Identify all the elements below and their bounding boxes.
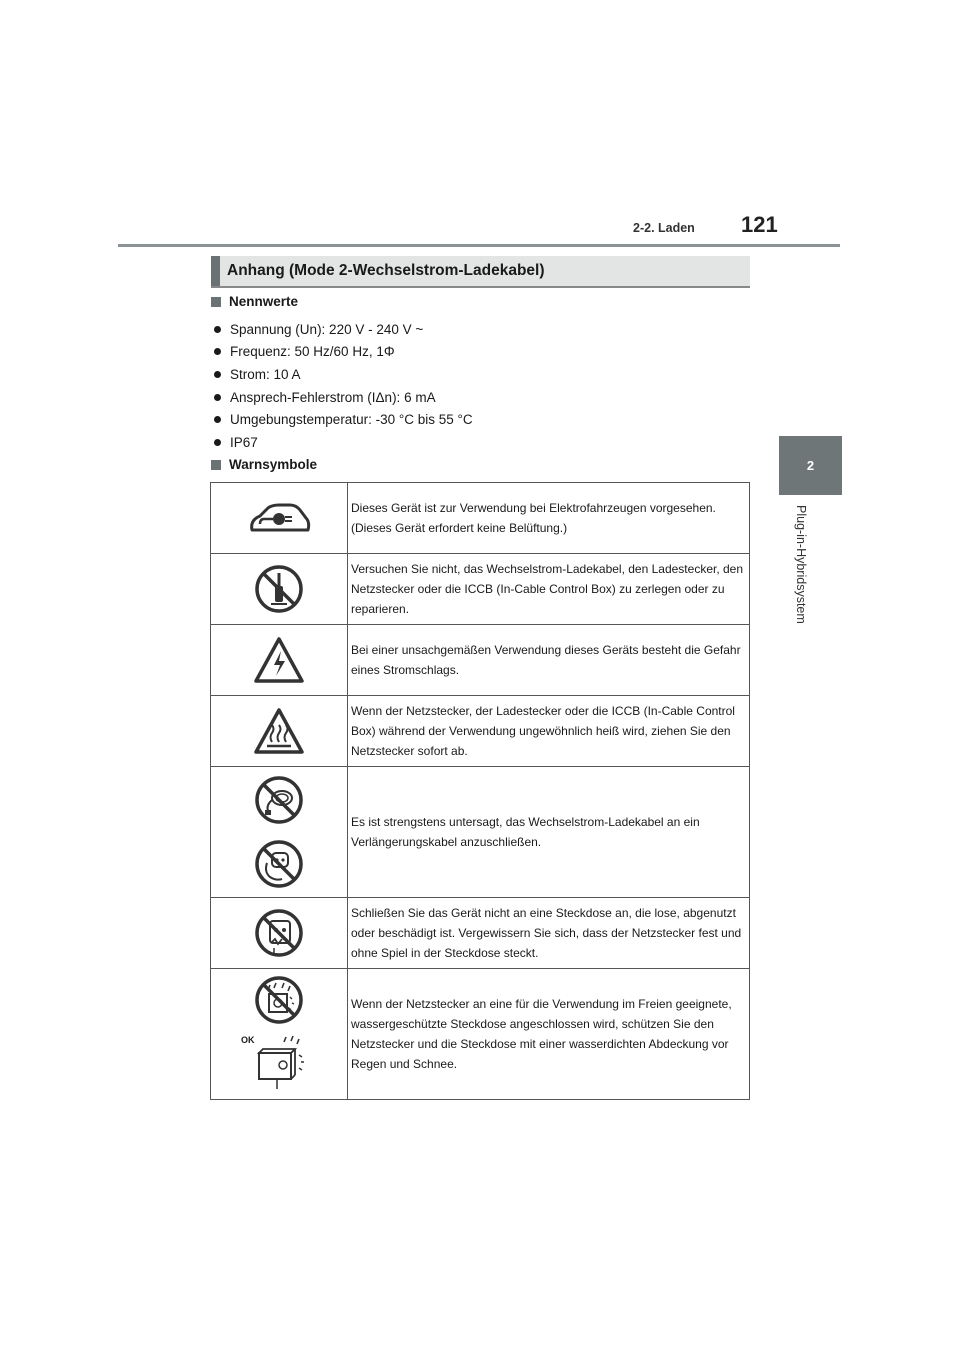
rating-text: Spannung (Un): 220 V - 240 V ~ [230,321,424,337]
warning-text: Versuchen Sie nicht, das Wechselstrom-Ladekabel, den Ladestecker, den Netzstecker oder die ICCB (In-Cable Control Box) zu zerlegen oder zu reparieren. [348,554,750,625]
chapter-number: 2 [806,458,815,473]
list-item [211,318,473,341]
icon-cell [211,969,348,1100]
warning-text: Es ist strengstens untersagt, das Wechselstrom-Ladekabel an ein Verlängerungskabel anzuschließen. [348,767,750,898]
table-row [211,969,750,1100]
bullet-icon [214,326,221,333]
warning-text: Bei einer unsachgemäßen Verwendung dieses Geräts besteht die Gefahr eines Stromschlags. [348,625,750,696]
list-item [211,341,473,364]
ok-covered-outlet [239,1033,319,1093]
ok-label: OK [241,1035,255,1045]
icon-cell [211,625,348,696]
electric-shock-warning-icon [253,636,305,684]
table-row [211,767,750,898]
icon-cell [211,767,348,898]
bullet-icon [214,348,221,355]
icon-cell [211,696,348,767]
table-row [211,554,750,625]
square-bullet-icon [211,460,221,470]
warning-text: Wenn der Netzstecker, der Ladestecker oder die ICCB (In-Cable Control Box) während der Verwendung ungewöhnlich heiß wird, ziehen Sie den Netzstecker sofort ab. [348,696,750,767]
bullet-icon [214,439,221,446]
rating-text: IP67 [230,434,258,450]
list-item [211,363,473,386]
no-disassembly-icon [254,564,304,614]
no-rain-outlet-icon [254,975,304,1025]
ratings-list [211,318,473,454]
no-extension-cable-icon [254,775,304,825]
icon-cell [211,898,348,969]
icon-cell [211,483,348,554]
ratings-heading-text: Nennwerte [229,294,299,309]
list-item [211,408,473,431]
hot-surface-warning-icon [253,707,305,755]
bullet-icon [214,416,221,423]
warning-text: Dieses Gerät ist zur Verwendung bei Elektrofahrzeugen vorgesehen. (Dieses Gerät erfordert keine Belüftung.) [348,483,750,554]
chapter-label: Plug-in-Hybridsystem [794,505,808,624]
warning-symbols-table [210,482,750,1100]
ratings-heading [211,294,298,309]
ev-plug-car-icon [246,500,312,536]
header-divider [118,244,840,247]
rating-text: Ansprech-Fehlerstrom (IΔn): 6 mA [230,389,436,405]
section-heading-bar [211,256,220,286]
table-row [211,625,750,696]
warnings-heading-text: Warnsymbole [229,457,318,472]
warnings-heading [211,457,317,472]
section-heading [211,256,750,288]
square-bullet-icon [211,297,221,307]
warning-text: Wenn der Netzstecker an eine für die Verwendung im Freien geeignete, wassergeschützte Steckdose angeschlossen wird, schützen Sie den Netzstecker und die Steckdose mit einer wasserdichten Abdeckung vor Regen und Schnee. [348,969,750,1100]
section-title: Anhang (Mode 2-Wechselstrom-Ladekabel) [227,262,545,279]
chapter-tab [779,436,842,495]
icon-cell [211,554,348,625]
bullet-icon [214,371,221,378]
rating-text: Umgebungstemperatur: -30 °C bis 55 °C [230,412,473,428]
no-damaged-socket-icon [254,908,304,958]
warning-text: Schließen Sie das Gerät nicht an eine Steckdose an, die lose, abgenutzt oder beschädigt ist. Vergewissern Sie sich, dass der Netzstecker fest und ohne Spiel in der Steckdose steckt. [348,898,750,969]
rating-text: Frequenz: 50 Hz/60 Hz, 1Φ [230,344,395,360]
table-row [211,483,750,554]
list-item [211,386,473,409]
ok-covered-outlet-icon [253,1033,313,1091]
table-row [211,898,750,969]
no-extension-plug-icon [254,839,304,889]
bullet-icon [214,394,221,401]
running-header-section: 2-2. Laden [633,221,695,235]
list-item [211,431,473,454]
table-row [211,696,750,767]
rating-text: Strom: 10 A [230,366,301,382]
page-number: 121 [741,212,778,237]
